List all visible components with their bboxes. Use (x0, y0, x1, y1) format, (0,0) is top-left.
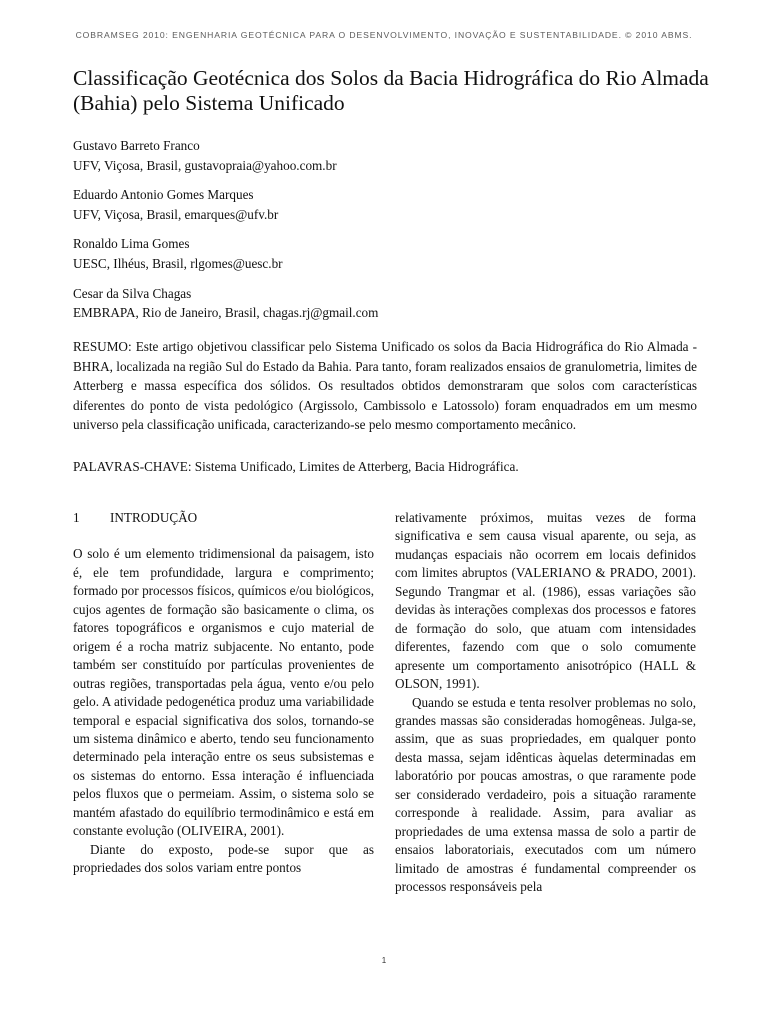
running-header: COBRAMSEG 2010: ENGENHARIA GEOTÉCNICA PARA O DESENVOLVIMENTO, INOVAÇÃO E SUSTENTABILIDADE. © 2010 ABMS. (75, 30, 693, 40)
keywords: PALAVRAS-CHAVE: Sistema Unificado, Limites de Atterberg, Bacia Hidrográfica. (73, 459, 519, 474)
page-number: 1 (381, 956, 387, 965)
section-title: INTRODUÇÃO (110, 510, 198, 525)
author-block (73, 284, 703, 323)
author-name: Eduardo Antonio Gomes Marques (73, 187, 254, 203)
author-name: Gustavo Barreto Franco (73, 138, 200, 153)
body-paragraph: Diante do exposto, pode-se supor que as propriedades dos solos variam entre pontos (73, 841, 374, 876)
author-affiliation: UESC, Ilhéus, Brasil, rlgomes@uesc.br (73, 255, 283, 271)
author-name: Cesar da Silva Chagas (73, 285, 192, 301)
body-paragraph: Quando se estuda e tenta resolver problemas no solo, grandes massas são consideradas homogêneas. Julga-se, assim, que as suas propriedades, em qualquer ponto desta massa, sejam idênticas àquelas determinadas em laboratório por poucas amostras, o que raramente pode ser considerado verdadeiro, pois a situação raramente corresponde à realidade. Assim, para avaliar as propriedades de uma extensa massa de solo a partir de ensaios laboratoriais, executados com um número limitado de amostras é fundamental compreender os processos responsáveis pela (395, 694, 696, 895)
body-paragraph: relativamente próximos, muitas vezes de forma significativa e sem causa visual aparente, ou seja, as mudanças espaciais não ocorrem em locais definidos com limites abruptos (VALERIANO & PRADO, 2001). Segundo Trangmar et al. (1986), essas variações são devidas às interações complexas dos processos e fatores de formação do solo, que atuam com intensidades diferentes, fazendo com que o solo comumente apresente um comportamento anisotrópico (HALL & OLSON, 1991). (395, 510, 696, 692)
author-name: Ronaldo Lima Gomes (73, 236, 190, 252)
author-affiliation: UFV, Viçosa, Brasil, gustavopraia@yahoo.com.br (73, 157, 337, 173)
body-paragraph: O solo é um elemento tridimensional da paisagem, isto é, ele tem profundidade, largura e comprimento; formado por processos físicos, químicos e/ou biológicos, cujos agentes de formação são basicamente o clima, os fatores topográficos e organismos e cujo material de origem é a rocha matriz subjacente. No entanto, pode também ser constituído por partículas provenientes de outras regiões, transportadas pela água, vento e/ou pelo gelo. A atividade pedogenética produz uma variabilidade temporal e espacial significativa dos solos, tornando-se um sistema dinâmico e aberto, tendo seu funcionamento determinado pela interação entre os seus subsistemas e os sistemas do entorno. Essa interação é influenciada pelos fluxos que o permeiam. Assim, o sistema solo se mantém afastado do equilíbrio termodinâmico e está em constante evolução (OLIVEIRA, 2001). (73, 546, 374, 839)
abstract: RESUMO: Este artigo objetivou classificar pelo Sistema Unificado os solos da Bacia Hidrográfica do Rio Almada - BHRA, localizada na região Sul do Estado da Bahia. Para tanto, foram realizados ensaios de granulometria, limites de Atterberg e massa específica dos sólidos. Os resultados obtidos demonstraram que solos com características diferentes do ponto de vista pedológico (Argissolo, Cambissolo e Latossolo) foram enquadrados em um mesmo universo pela classificação unificada, caracterizando-se pelo mesmo comportamento mecânico. (73, 339, 697, 433)
section-heading (73, 509, 374, 527)
author-list (73, 136, 703, 333)
paper-title: Classificação Geotécnica dos Solos da Bacia Hidrográfica do Rio Almada (Bahia) pelo Sistema Unificado (73, 66, 709, 115)
author-affiliation: EMBRAPA, Rio de Janeiro, Brasil, chagas.rj@gmail.com (73, 305, 379, 321)
author-block (73, 234, 703, 273)
author-affiliation: UFV, Viçosa, Brasil, emarques@ufv.br (73, 206, 279, 222)
right-column (395, 509, 696, 897)
section-number: 1 (73, 510, 80, 525)
author-block (73, 136, 703, 175)
author-block (73, 185, 703, 224)
left-column (73, 509, 374, 878)
